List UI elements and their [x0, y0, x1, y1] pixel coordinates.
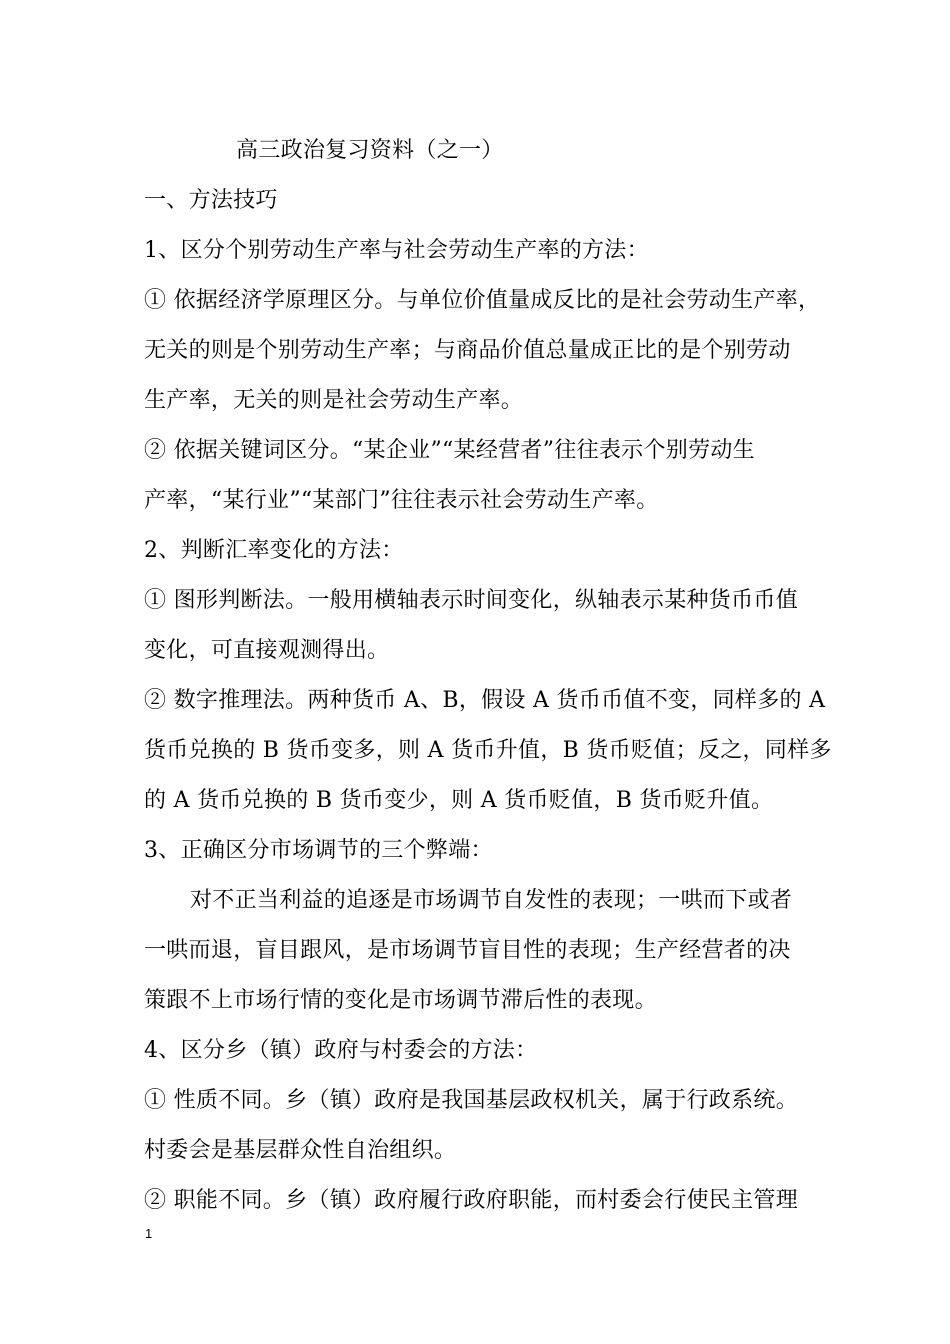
paragraph-line: ② 职能不同。乡（镇）政府履行政府职能，而村委会行使民主管理 [144, 1188, 798, 1213]
paragraph-line: ① 依据经济学原理区分。与单位价值量成反比的是社会劳动生产率， [144, 288, 821, 313]
paragraph-line: 对不正当利益的追逐是市场调节自发性的表现；一哄而下或者 [190, 888, 793, 913]
paragraph-line: 一哄而退，盲目跟风，是市场调节盲目性的表现；生产经营者的决 [144, 938, 791, 963]
paragraph-line: 村委会是基层群众性自治组织。 [144, 1138, 457, 1163]
section-heading: 一、方法技巧 [144, 188, 278, 213]
paragraph-line: 4、区分乡（镇）政府与村委会的方法： [144, 1038, 538, 1063]
paragraph-line: 策跟不上市场行情的变化是市场调节滞后性的表现。 [144, 988, 657, 1013]
paragraph-line: ① 性质不同。乡（镇）政府是我国基层政权机关，属于行政系统。 [144, 1088, 798, 1113]
paragraph-line: ② 数字推理法。两种货币 A、B，假设 A 货币币值不变，同样多的 A [144, 688, 826, 713]
paragraph-line: 3、正确区分市场调节的三个弊端： [144, 838, 493, 863]
paragraph-line: 1、区分个别劳动生产率与社会劳动生产率的方法： [144, 238, 649, 263]
paragraph-line: 产率，“某行业”“某部门”往往表示社会劳动生产率。 [144, 488, 659, 513]
paragraph-line: 货币兑换的 B 货币变多，则 A 货币升值，B 货币贬值；反之，同样多 [144, 738, 832, 763]
paragraph-line: 变化，可直接观测得出。 [144, 638, 390, 663]
paragraph-line: 生产率，无关的则是社会劳动生产率。 [144, 388, 524, 413]
paragraph-line: ② 依据关键词区分。“某企业”“某经营者”往往表示个别劳动生 [144, 438, 755, 463]
paragraph-line: 无关的则是个别劳动生产率；与商品价值总量成正比的是个别劳动 [144, 338, 791, 363]
paragraph-line: ① 图形判断法。一般用横轴表示时间变化，纵轴表示某种货币币值 [144, 588, 798, 613]
document-title: 高三政治复习资料（之一） [236, 138, 504, 163]
paragraph-line: 的 A 货币兑换的 B 货币变少，则 A 货币贬值，B 货币贬升值。 [144, 788, 774, 813]
paragraph-line: 2、判断汇率变化的方法： [144, 538, 404, 563]
page-number: 1 [145, 1226, 153, 1241]
